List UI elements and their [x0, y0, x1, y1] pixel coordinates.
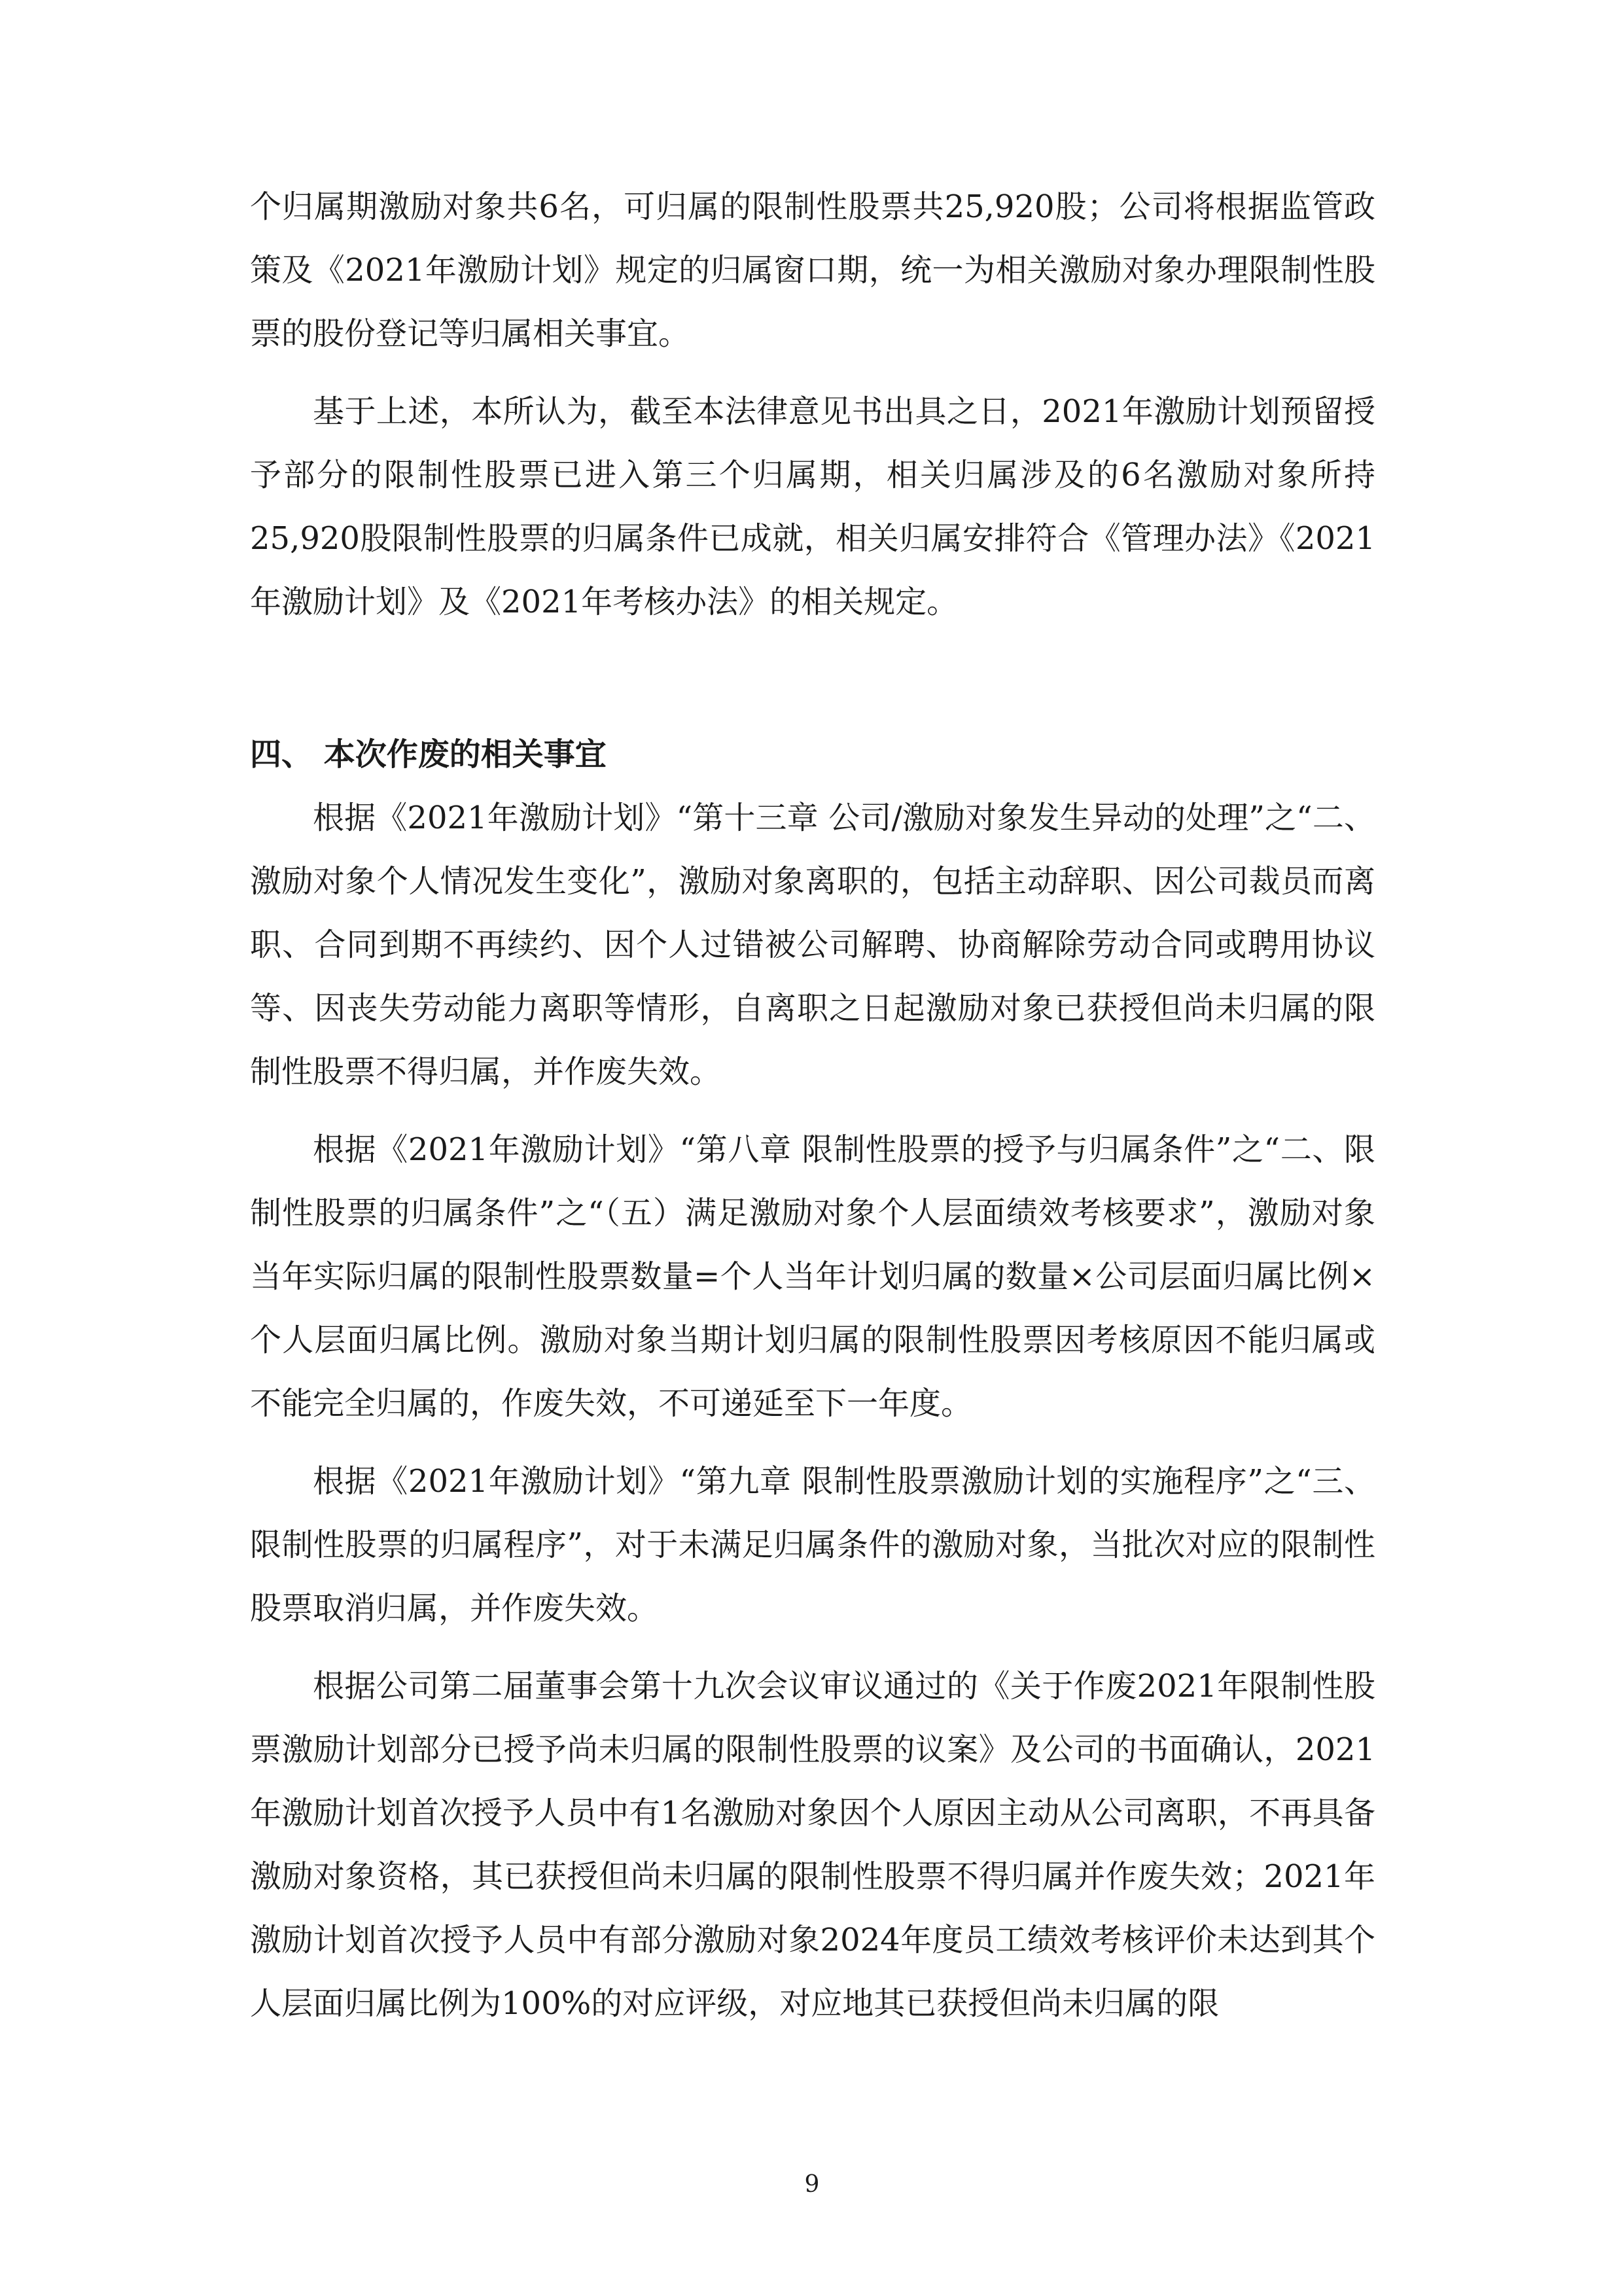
section-heading: 四、 本次作废的相关事宜: [250, 736, 607, 773]
paragraph-section-2: 根据《2021年激励计划》“第八章 限制性股票的授予与归属条件”之“二、限制性股票的归属条件”之“（五）满足激励对象个人层面绩效考核要求”，激励对象当年实际归属的限制性股票数量=个人当年计划归属的数量×公司层面归属比例×个人层面归属比例。激励对象当期计划归属的限制性股票因考核原因不能归属或不能完全归属的，作废失效，不可递延至下一年度。: [250, 1131, 1375, 1422]
document-body: [250, 175, 1375, 2036]
paragraph-section-3: 根据《2021年激励计划》“第九章 限制性股票激励计划的实施程序”之“三、限制性股票的归属程序”，对于未满足归属条件的激励对象，当批次对应的限制性股票取消归属，并作废失效。: [250, 1463, 1375, 1627]
paragraph-continuation: 个归属期激励对象共6名，可归属的限制性股票共25,920股；公司将根据监管政策及《2021年激励计划》规定的归属窗口期，统一为相关激励对象办理限制性股票的股份登记等归属相关事宜。: [250, 188, 1375, 352]
paragraph-section-4: 根据公司第二届董事会第十九次会议审议通过的《关于作废2021年限制性股票激励计划部分已授予尚未归属的限制性股票的议案》及公司的书面确认，2021年激励计划首次授予人员中有1名激励对象因个人原因主动从公司离职，不再具备激励对象资格，其已获授但尚未归属的限制性股票不得归属并作废失效；2021年激励计划首次授予人员中有部分激励对象2024年度员工绩效考核评价未达到其个人层面归属比例为100%的对应评级，对应地其已获授但尚未归属的限: [250, 1668, 1375, 2022]
paragraph-section-1: 根据《2021年激励计划》“第十三章 公司/激励对象发生异动的处理”之“二、激励对象个人情况发生变化”，激励对象离职的，包括主动辞职、因公司裁员而离职、合同到期不再续约、因个人过错被公司解聘、协商解除劳动合同或聘用协议等、因丧失劳动能力离职等情形，自离职之日起激励对象已获授但尚未归属的限制性股票不得归属，并作废失效。: [250, 800, 1375, 1090]
paragraph-conclusion: 基于上述，本所认为，截至本法律意见书出具之日，2021年激励计划预留授予部分的限制性股票已进入第三个归属期，相关归属涉及的6名激励对象所持25,920股限制性股票的归属条件已成就，相关归属安排符合《管理办法》《2021年激励计划》及《2021年考核办法》的相关规定。: [250, 393, 1375, 620]
page-number: 9: [804, 2171, 820, 2198]
